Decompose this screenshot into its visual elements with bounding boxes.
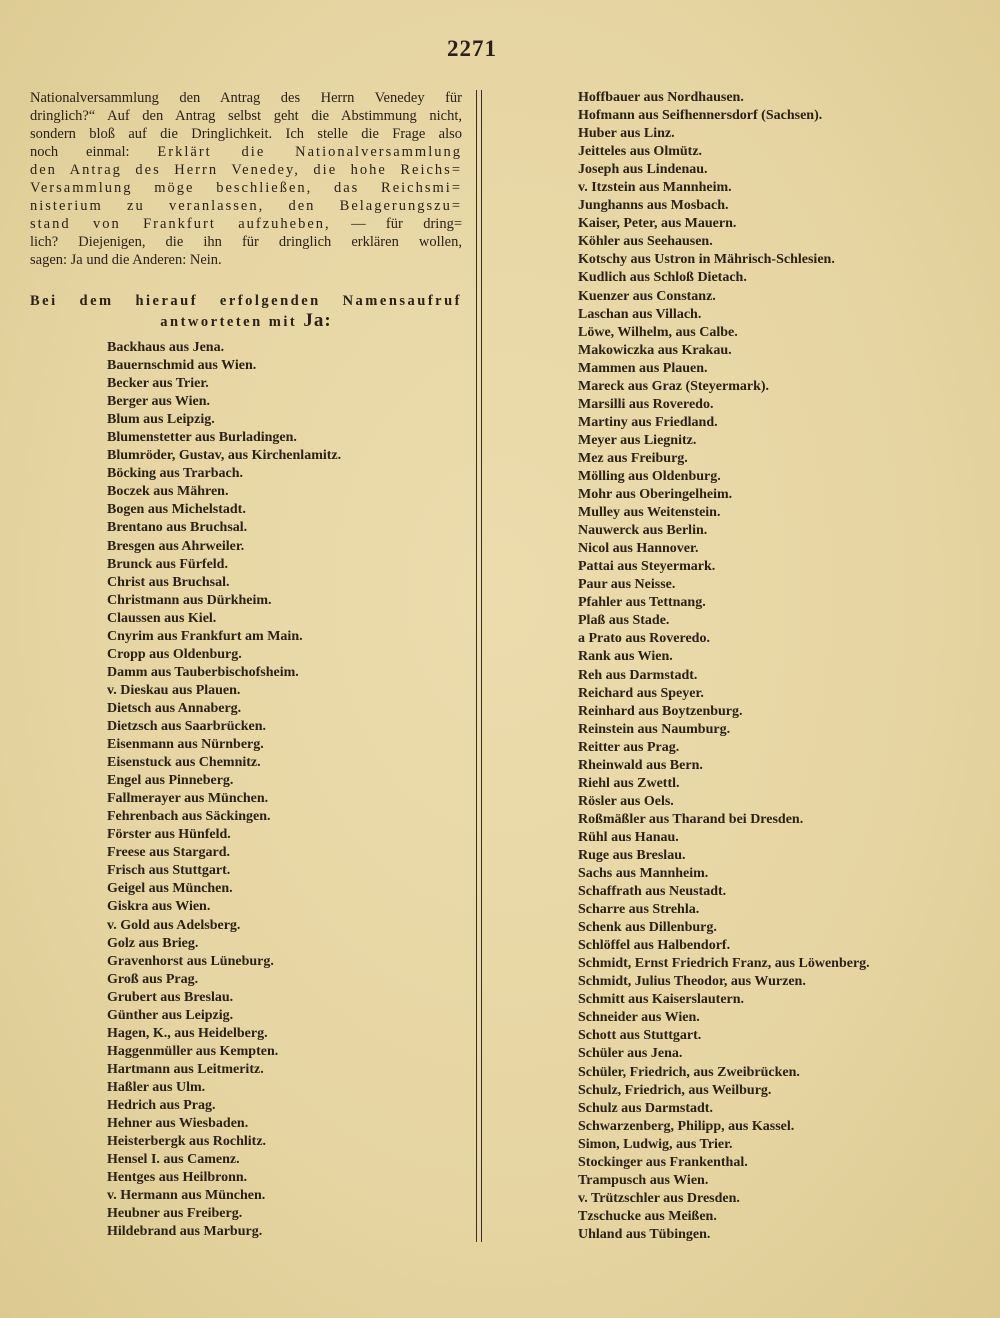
roll-call-entry: Hartmann aus Leitmeritz.	[107, 1061, 264, 1077]
roll-call-entry: Schneider aus Wien.	[578, 1010, 700, 1026]
intro-line: den Antrag des Herrn Venedey, die hohe Reichs=	[30, 162, 462, 178]
roll-call-entry: Reh aus Darmstadt.	[578, 667, 698, 683]
roll-call-entry: Cropp aus Oldenburg.	[107, 646, 242, 662]
roll-call-entry: Paur aus Neisse.	[578, 577, 676, 593]
roll-call-entry: Freese aus Stargard.	[107, 845, 230, 861]
roll-call-entry: Rühl aus Hanau.	[578, 829, 679, 845]
roll-call-entry: Grubert aus Breslau.	[107, 989, 234, 1005]
roll-call-entry: Rheinwald aus Bern.	[578, 757, 703, 773]
roll-call-entry: Böcking aus Trarbach.	[107, 466, 244, 482]
roll-call-entry: Tzschucke aus Meißen.	[578, 1208, 717, 1224]
roll-call-entry: Pfahler aus Tettnang.	[578, 595, 706, 611]
left-name-list	[107, 339, 341, 1241]
roll-call-entry: v. Dieskau aus Plauen.	[107, 682, 241, 698]
intro-line: nisterium zu veranlassen, den Belagerungszu=	[30, 198, 462, 214]
roll-call-entry: Eisenmann aus Nürnberg.	[107, 737, 264, 753]
roll-call-entry: Trampusch aus Wien.	[578, 1172, 709, 1188]
roll-call-entry: Mohr aus Oberingelheim.	[578, 487, 733, 503]
roll-call-entry: Hagen, K., aus Heidelberg.	[107, 1025, 268, 1041]
roll-call-entry: Claussen aus Kiel.	[107, 610, 217, 626]
roll-call-entry: Giskra aus Wien.	[107, 899, 211, 915]
intro-line: dringlich?“ Auf den Antrag selbst geht die Abstimmung nicht,	[30, 108, 462, 124]
roll-call-entry: Plaß aus Stade.	[578, 613, 670, 629]
page-number: 2271	[447, 36, 497, 61]
roll-call-entry: Golz aus Brieg.	[107, 935, 199, 951]
intro-line-segment: noch einmal:	[30, 144, 130, 160]
roll-call-entry: Rösler aus Oels.	[578, 793, 674, 809]
roll-call-entry: Cnyrim aus Frankfurt am Main.	[107, 628, 303, 644]
roll-call-entry: Rank aus Wien.	[578, 649, 673, 665]
roll-call-entry: Blumenstetter aus Burladingen.	[107, 430, 297, 446]
roll-call-entry: Becker aus Trier.	[107, 376, 209, 392]
roll-call-entry: Ruge aus Breslau.	[578, 847, 686, 863]
roll-call-entry: Marsilli aus Roveredo.	[578, 396, 714, 412]
roll-call-entry: Hoffbauer aus Nordhausen.	[578, 90, 744, 105]
roll-call-entry: Roßmäßler aus Tharand bei Dresden.	[578, 811, 804, 827]
roll-call-entry: Dietzsch aus Saarbrücken.	[107, 718, 267, 734]
roll-call-entry: Meyer aus Liegnitz.	[578, 432, 697, 448]
intro-line: Versammlung möge beschließen, das Reichsmi=	[30, 180, 462, 196]
roll-call-entry: Schüler, Friedrich, aus Zweibrücken.	[578, 1064, 800, 1080]
roll-call-entry: Nauwerck aus Berlin.	[578, 523, 708, 539]
roll-call-heading	[30, 291, 462, 332]
roll-call-entry: Scharre aus Strehla.	[578, 902, 700, 918]
roll-call-entry: Schaffrath aus Neustadt.	[578, 884, 727, 900]
roll-call-heading-line	[30, 311, 462, 332]
intro-line: sondern bloß auf die Dringlichkeit. Ich stelle die Frage also	[30, 126, 462, 142]
roll-call-entry: Schlöffel aus Halbendorf.	[578, 938, 731, 954]
roll-call-entry: Löwe, Wilhelm, aus Calbe.	[578, 324, 738, 340]
roll-call-entry: a Prato aus Roveredo.	[578, 631, 710, 647]
vote-label: Ja:	[303, 310, 332, 331]
roll-call-entry: Haggenmüller aus Kempten.	[107, 1043, 279, 1059]
roll-call-entry: Reitter aus Prag.	[578, 739, 680, 755]
roll-call-entry: Laschan aus Villach.	[578, 306, 702, 322]
roll-call-entry: Kuenzer aus Constanz.	[578, 288, 716, 304]
roll-call-entry: Schulz, Friedrich, aus Weilburg.	[578, 1082, 772, 1098]
roll-call-entry: Brunck aus Fürfeld.	[107, 556, 228, 572]
roll-call-entry: Schmidt, Julius Theodor, aus Wurzen.	[578, 974, 806, 990]
roll-call-entry: Fehrenbach aus Säckingen.	[107, 809, 271, 825]
intro-line-segment: — für dring=	[351, 216, 462, 232]
intro-line	[30, 143, 462, 161]
roll-call-entry: Nicol aus Hannover.	[578, 541, 699, 557]
roll-call-entry: Eisenstuck aus Chemnitz.	[107, 755, 261, 771]
roll-call-entry: Heubner aus Freiberg.	[107, 1206, 243, 1222]
roll-call-entry: Geigel aus München.	[107, 881, 233, 897]
roll-call-entry: Förster aus Hünfeld.	[107, 827, 231, 843]
intro-line	[30, 215, 462, 233]
column-divider-rule	[476, 90, 477, 1242]
roll-call-entry: Reichard aus Speyer.	[578, 685, 704, 701]
roll-call-entry: Christ aus Bruchsal.	[107, 574, 230, 590]
roll-call-entry: Junghanns aus Mosbach.	[578, 198, 729, 214]
roll-call-entry: Schüler aus Jena.	[578, 1046, 683, 1062]
roll-call-entry: Gravenhorst aus Lüneburg.	[107, 953, 274, 969]
roll-call-entry: Riehl aus Zwettl.	[578, 775, 680, 791]
roll-call-entry: Stockinger aus Frankenthal.	[578, 1154, 748, 1170]
roll-call-entry: Schott aus Stuttgart.	[578, 1028, 702, 1044]
roll-call-entry: Huber aus Linz.	[578, 126, 675, 142]
roll-call-entry: Hentges aus Heilbronn.	[107, 1170, 248, 1186]
roll-call-entry: Mölling aus Oldenburg.	[578, 468, 721, 484]
roll-call-entry: Uhland aus Tübingen.	[578, 1226, 711, 1242]
roll-call-entry: Boczek aus Mähren.	[107, 484, 229, 500]
roll-call-entry: Heisterbergk aus Rochlitz.	[107, 1134, 267, 1150]
roll-call-entry: Hensel I. aus Camenz.	[107, 1152, 240, 1168]
roll-call-entry: Mammen aus Plauen.	[578, 360, 708, 376]
roll-call-heading-line: Bei dem hierauf erfolgenden Namensaufruf	[30, 293, 462, 309]
roll-call-entry: Makowiczka aus Krakau.	[578, 342, 732, 358]
roll-call-entry: Schmitt aus Kaiserslautern.	[578, 992, 745, 1008]
roll-call-entry: Blumröder, Gustav, aus Kirchenlamitz.	[107, 448, 342, 464]
roll-call-entry: Blum aus Leipzig.	[107, 412, 215, 428]
intro-line: sagen: Ja und die Anderen: Nein.	[30, 252, 222, 268]
intro-line-spaced-segment: Erklärt die Nationalversammlung	[157, 144, 462, 160]
roll-call-entry: Günther aus Leipzig.	[107, 1007, 234, 1023]
roll-call-entry: Bauernschmid aus Wien.	[107, 358, 257, 374]
roll-call-heading-text: antworteten mit	[160, 314, 298, 330]
intro-paragraph	[30, 89, 462, 269]
roll-call-entry: Reinstein aus Naumburg.	[578, 721, 731, 737]
roll-call-entry: Joseph aus Lindenau.	[578, 162, 708, 178]
roll-call-entry: Köhler aus Seehausen.	[578, 234, 713, 250]
roll-call-entry: Bresgen aus Ahrweiler.	[107, 538, 245, 554]
right-name-list	[578, 89, 870, 1244]
roll-call-entry: Kaiser, Peter, aus Mauern.	[578, 216, 737, 232]
roll-call-entry: Hedrich aus Prag.	[107, 1097, 216, 1113]
roll-call-entry: v. Gold aus Adelsberg.	[107, 917, 241, 933]
roll-call-entry: v. Itzstein aus Mannheim.	[578, 180, 732, 196]
roll-call-entry: Engel aus Pinneberg.	[107, 773, 234, 789]
roll-call-entry: Kudlich aus Schloß Dietach.	[578, 270, 747, 286]
roll-call-entry: Sachs aus Mannheim.	[578, 866, 709, 882]
roll-call-entry: Christmann aus Dürkheim.	[107, 592, 272, 608]
roll-call-entry: Hehner aus Wiesbaden.	[107, 1116, 249, 1132]
roll-call-entry: Damm aus Tauberbischofsheim.	[107, 664, 299, 680]
roll-call-entry: Hildebrand aus Marburg.	[107, 1224, 263, 1240]
roll-call-entry: Groß aus Prag.	[107, 971, 199, 987]
roll-call-entry: Schmidt, Ernst Friedrich Franz, aus Löwenberg.	[578, 956, 870, 972]
roll-call-entry: v. Hermann aus München.	[107, 1188, 266, 1204]
intro-line: lich? Diejenigen, die ihn für dringlich erklären wollen,	[30, 234, 462, 250]
intro-line-spaced-segment: stand von Frankfurt aufzuheben,	[30, 216, 331, 232]
roll-call-entry: Bogen aus Michelstadt.	[107, 502, 246, 518]
roll-call-entry: Hofmann aus Seifhennersdorf (Sachsen).	[578, 108, 823, 124]
roll-call-entry: Backhaus aus Jena.	[107, 340, 225, 355]
roll-call-entry: Schenk aus Dillenburg.	[578, 920, 717, 936]
roll-call-entry: Haßler aus Ulm.	[107, 1079, 206, 1095]
column-divider-rule	[481, 90, 482, 1242]
roll-call-entry: Martiny aus Friedland.	[578, 414, 718, 430]
roll-call-entry: Schulz aus Darmstadt.	[578, 1100, 713, 1116]
roll-call-entry: Jeitteles aus Olmütz.	[578, 144, 703, 160]
roll-call-entry: Pattai aus Steyermark.	[578, 559, 716, 575]
roll-call-entry: Frisch aus Stuttgart.	[107, 863, 231, 879]
roll-call-entry: Schwarzenberg, Philipp, aus Kassel.	[578, 1118, 795, 1134]
roll-call-entry: Kotschy aus Ustron in Mährisch-Schlesien.	[578, 252, 835, 268]
roll-call-entry: Berger aus Wien.	[107, 394, 211, 410]
roll-call-entry: Brentano aus Bruchsal.	[107, 520, 248, 536]
roll-call-entry: Reinhard aus Boytzenburg.	[578, 703, 743, 719]
roll-call-entry: Fallmerayer aus München.	[107, 791, 269, 807]
roll-call-entry: v. Trützschler aus Dresden.	[578, 1190, 740, 1206]
roll-call-entry: Mulley aus Weitenstein.	[578, 505, 721, 521]
roll-call-entry: Mareck aus Graz (Steyermark).	[578, 378, 770, 394]
roll-call-entry: Mez aus Freiburg.	[578, 450, 688, 466]
roll-call-entry: Simon, Ludwig, aus Trier.	[578, 1136, 733, 1152]
intro-line: Nationalversammlung den Antrag des Herrn Venedey für	[30, 90, 462, 106]
roll-call-entry: Dietsch aus Annaberg.	[107, 700, 242, 716]
